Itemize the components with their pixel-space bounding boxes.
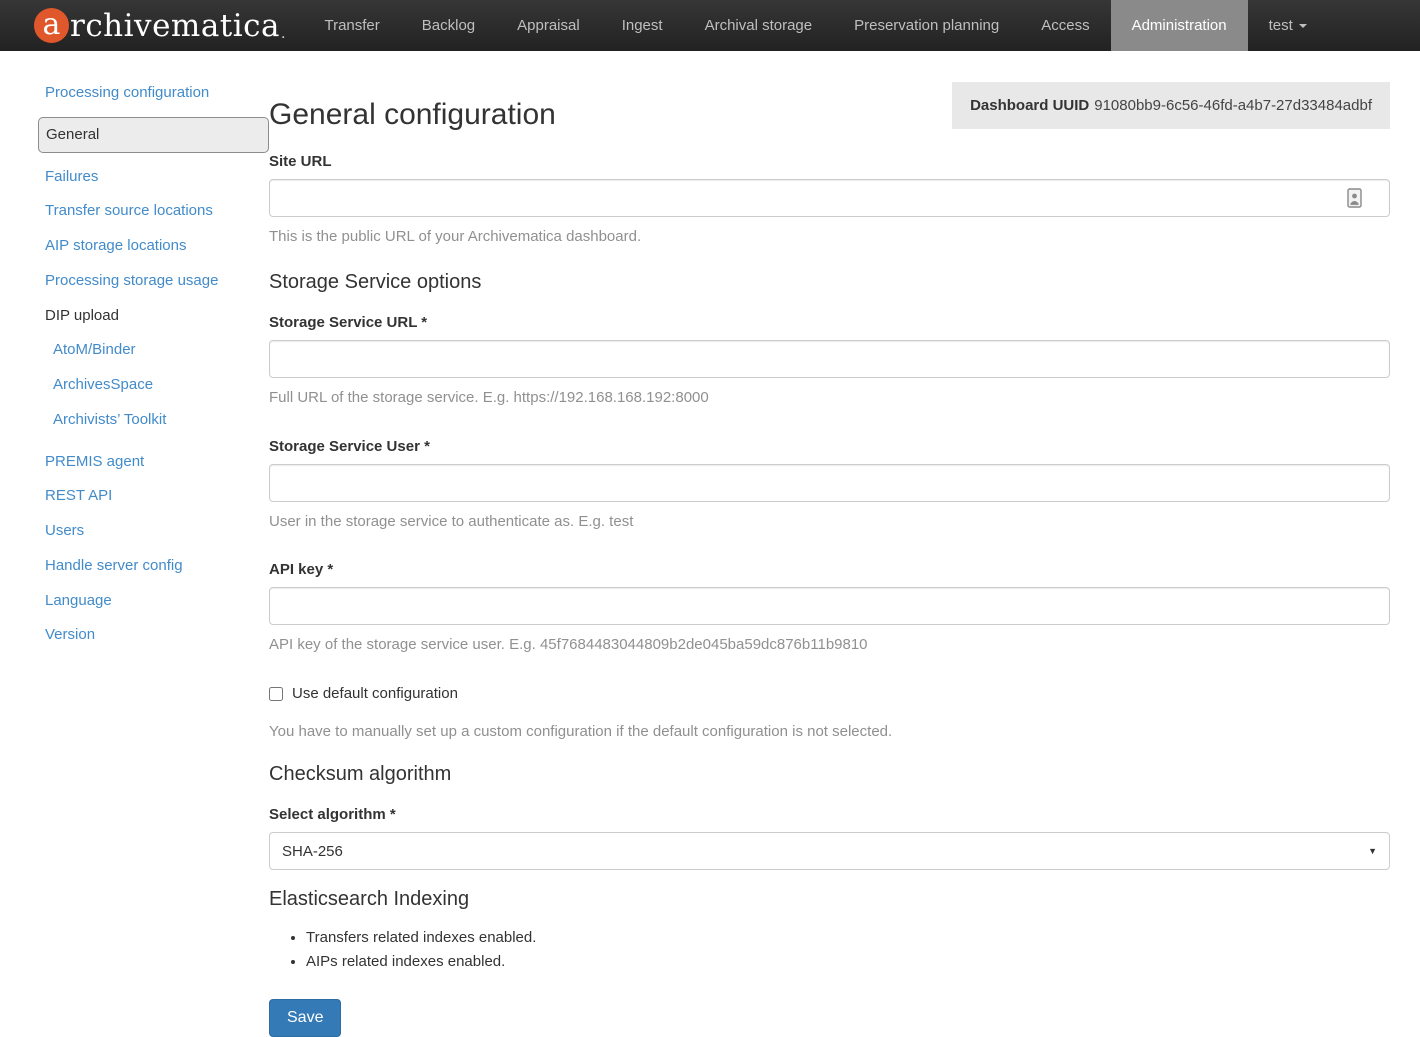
nav-item-transfer[interactable]: Transfer: [324, 17, 380, 34]
archivematica-logo[interactable]: [0, 0, 295, 51]
api-key-input[interactable]: [269, 587, 1390, 625]
chevron-down-icon: [1299, 24, 1307, 28]
elasticsearch-indexing-heading: Elasticsearch Indexing: [269, 888, 470, 910]
dashboard-uuid-label: Dashboard UUID: [970, 97, 1090, 114]
sidebar-item-handle-server-config[interactable]: Handle server config: [45, 556, 183, 574]
sidebar-header-dip-upload: DIP upload: [45, 306, 119, 324]
site-url-label: Site URL: [269, 153, 332, 170]
save-button[interactable]: Save: [269, 999, 341, 1037]
nav-item-administration[interactable]: Administration: [1111, 0, 1248, 51]
sidebar-item-rest-api[interactable]: REST API: [45, 487, 113, 505]
use-default-config-label[interactable]: Use default configuration: [292, 685, 458, 702]
storage-service-user-label: Storage Service User *: [269, 438, 430, 455]
admin-sidebar: [38, 82, 269, 1037]
storage-service-url-label: Storage Service URL *: [269, 314, 428, 331]
brand-dot: .: [281, 26, 286, 42]
dashboard-uuid-box: [952, 82, 1390, 129]
sidebar-item-users[interactable]: Users: [45, 522, 85, 539]
nav-item-ingest[interactable]: Ingest: [621, 17, 663, 34]
site-url-input[interactable]: [269, 179, 1390, 217]
select-algorithm-label: Select algorithm *: [269, 806, 396, 823]
storage-service-user-help: User in the storage service to authenticate as. E.g. test: [269, 513, 634, 530]
api-key-help: API key of the storage service user. E.g. 45f7684483044809b2de045ba59dc876b11b9810: [269, 636, 868, 653]
es-aips-status: • AIPs related indexes enabled.: [306, 953, 1390, 970]
user-menu-dropdown[interactable]: [1248, 0, 1328, 51]
sidebar-item-language[interactable]: Language: [45, 591, 112, 609]
user-menu-label: test: [1268, 17, 1293, 34]
brand-a-icon: a: [34, 8, 69, 43]
api-key-label: API key *: [269, 561, 334, 578]
top-navbar: [0, 0, 1420, 51]
page-title: General configuration: [269, 98, 556, 131]
sidebar-item-atom-binder[interactable]: AtoM/Binder: [53, 341, 136, 359]
select-caret-icon: ▼: [1368, 846, 1377, 856]
sidebar-item-processing-configuration[interactable]: Processing configuration: [45, 84, 210, 101]
nav-item-archival-storage[interactable]: Archival storage: [704, 17, 813, 34]
nav-item-preservation-planning[interactable]: Preservation planning: [854, 17, 1000, 34]
storage-service-url-help: Full URL of the storage service. E.g. https://192.168.168.192:8000: [269, 389, 709, 406]
use-default-config-help: You have to manually set up a custom configuration if the default configuration is not selected.: [269, 723, 893, 740]
sidebar-item-failures[interactable]: Failures: [45, 167, 99, 185]
sidebar-item-transfer-source-locations[interactable]: Transfer source locations: [45, 202, 213, 220]
checksum-algorithm-heading: Checksum algorithm: [269, 763, 452, 785]
site-url-help: This is the public URL of your Archivematica dashboard.: [269, 228, 642, 245]
elasticsearch-status-list: [286, 929, 1390, 970]
nav-item-access[interactable]: Access: [1041, 17, 1090, 34]
algorithm-select[interactable]: [269, 832, 1390, 870]
storage-service-options-heading: Storage Service options: [269, 271, 482, 293]
sidebar-item-general-active[interactable]: General: [38, 117, 269, 153]
sidebar-item-archivesspace[interactable]: ArchivesSpace: [53, 376, 154, 393]
sidebar-item-archivists-toolkit[interactable]: Archivists’ Toolkit: [53, 410, 167, 428]
storage-service-url-input[interactable]: [269, 340, 1390, 378]
autofill-icon: [1347, 188, 1362, 213]
navbar-menu: [303, 0, 1327, 51]
dashboard-uuid-value: 91080bb9-6c56-46fd-a4b7-27d33484adbf: [1094, 97, 1372, 114]
use-default-config-checkbox[interactable]: [269, 687, 283, 701]
sidebar-item-premis-agent[interactable]: PREMIS agent: [45, 452, 145, 470]
sidebar-item-processing-storage-usage[interactable]: Processing storage usage: [45, 271, 219, 289]
sidebar-item-aip-storage-locations[interactable]: AIP storage locations: [45, 237, 187, 254]
main-content: [269, 82, 1390, 1037]
sidebar-item-version[interactable]: Version: [45, 626, 96, 644]
es-transfers-status: • Transfers related indexes enabled.: [306, 929, 1390, 946]
brand-text: rchivematica: [70, 7, 281, 44]
nav-item-appraisal[interactable]: Appraisal: [517, 17, 580, 34]
storage-service-user-input[interactable]: [269, 464, 1390, 502]
nav-item-backlog[interactable]: Backlog: [421, 17, 476, 34]
algorithm-selected-value: SHA-256: [282, 842, 343, 860]
